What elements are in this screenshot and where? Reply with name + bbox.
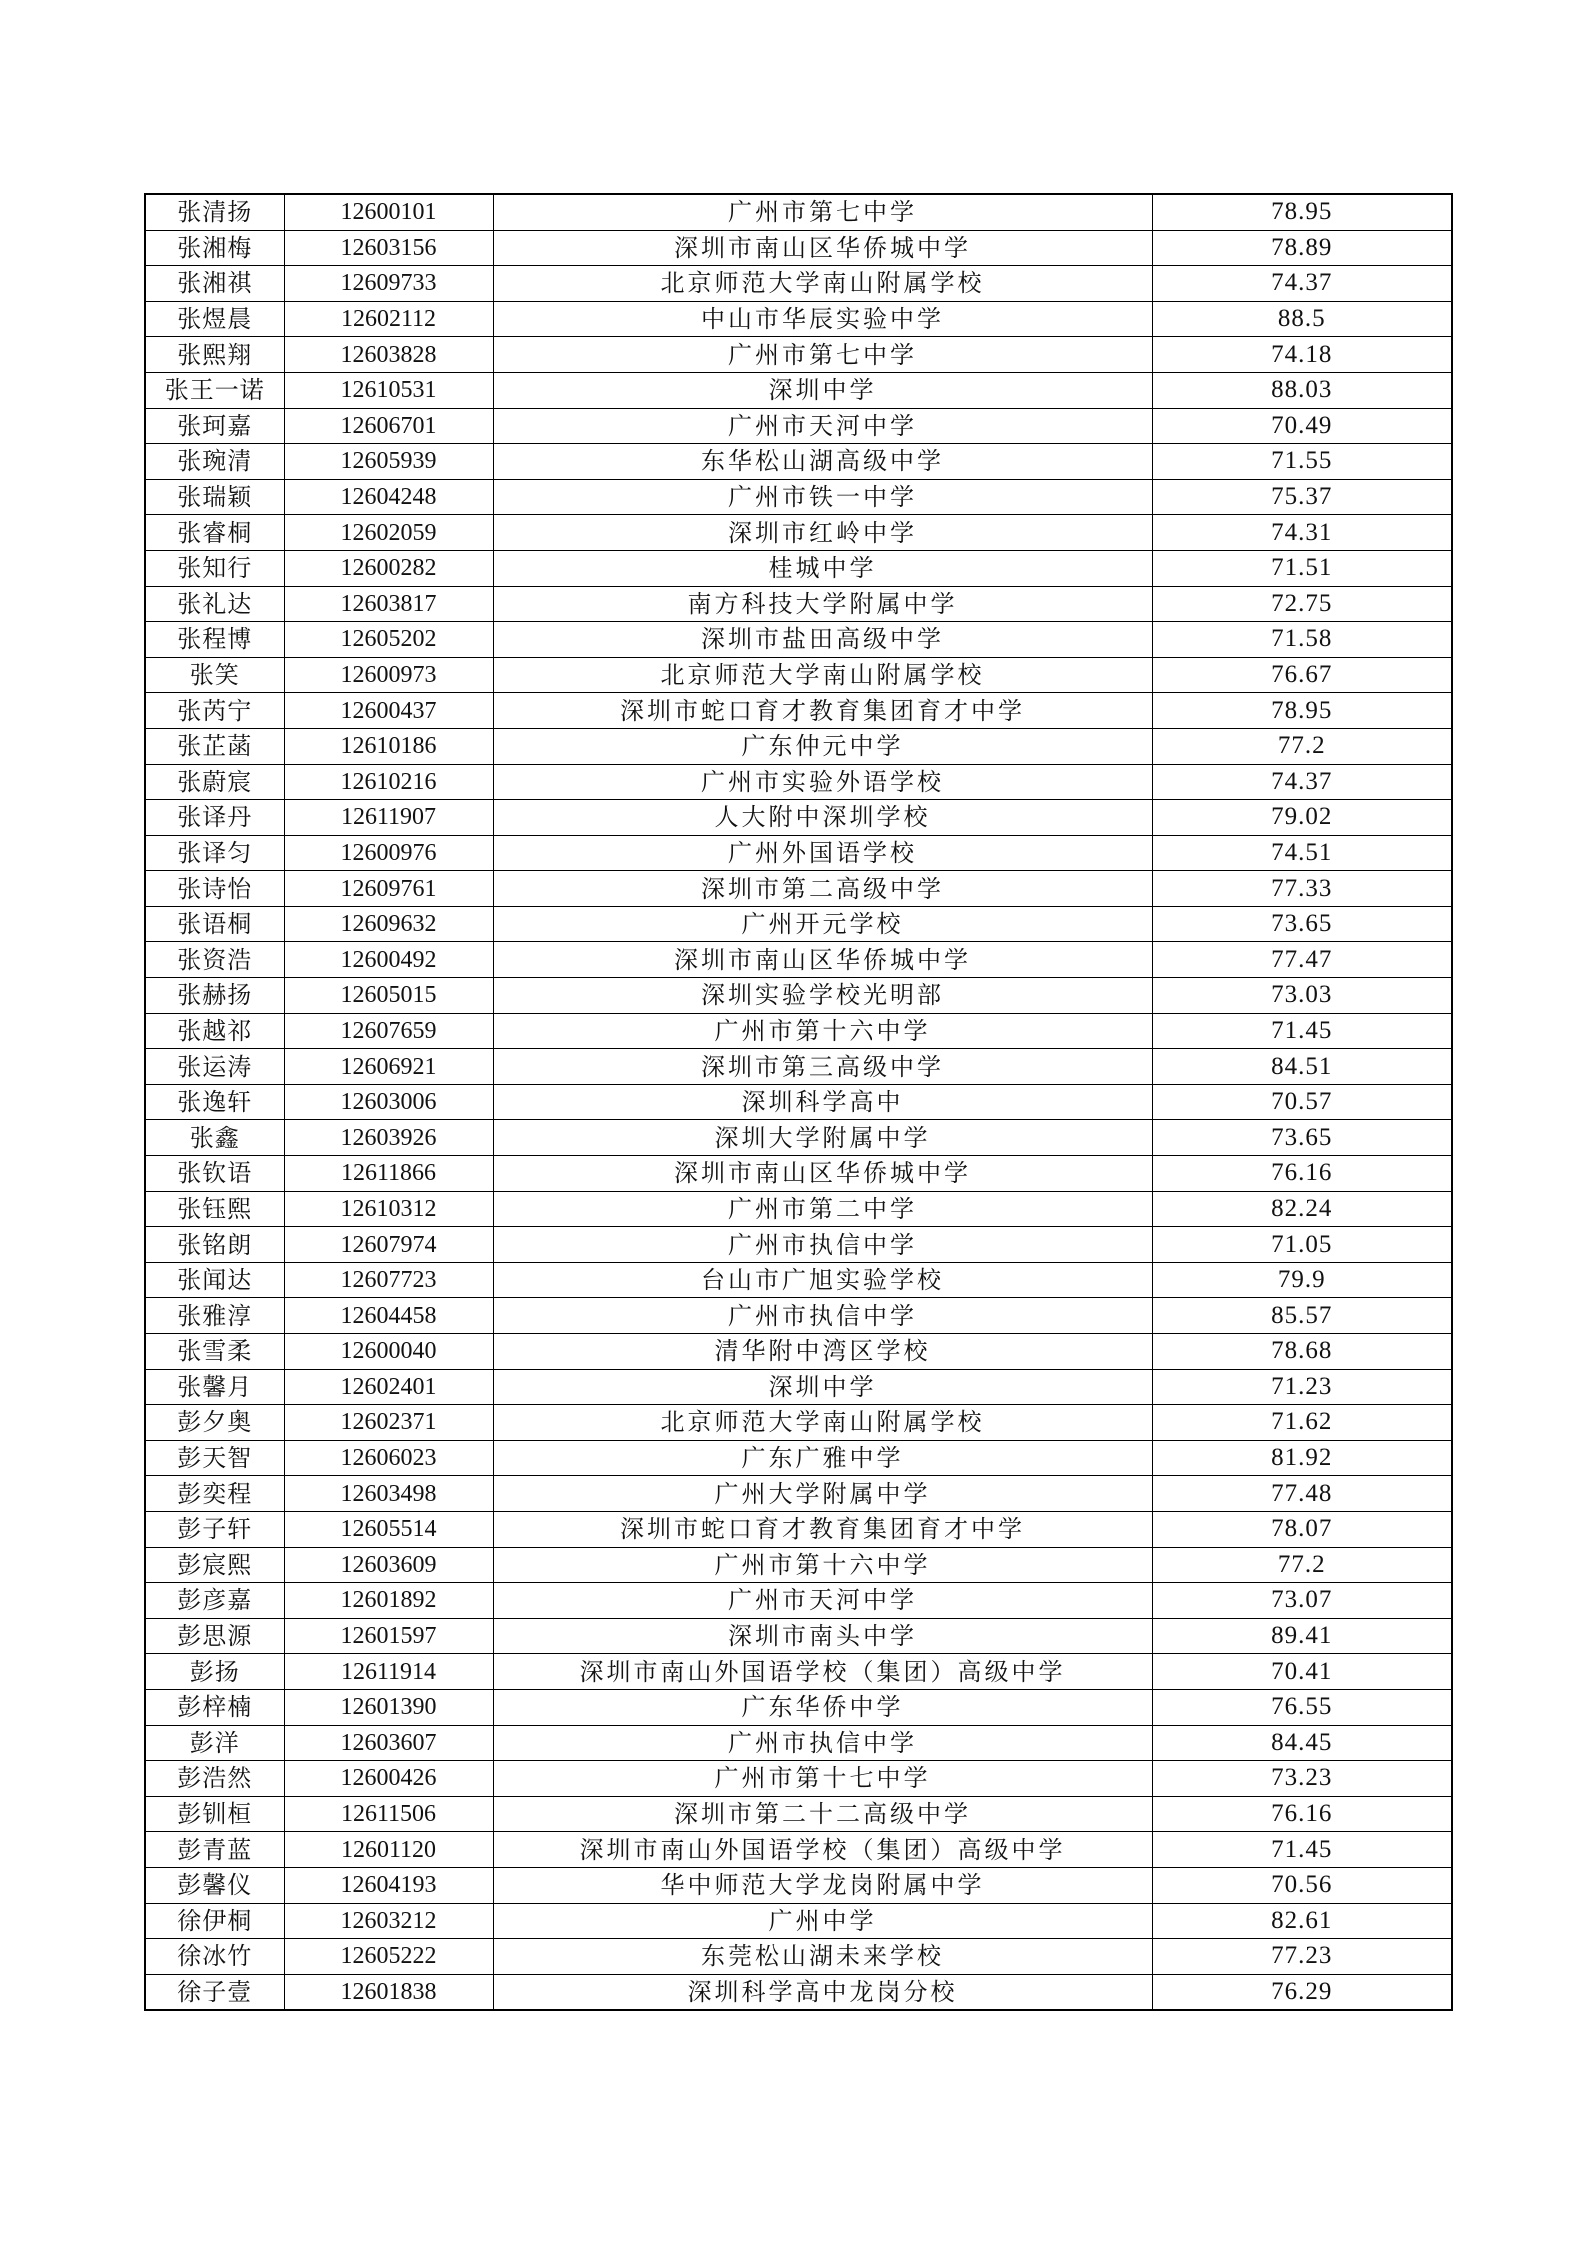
exam-number-cell: 12603156 — [284, 230, 493, 266]
exam-number-cell: 12603607 — [284, 1725, 493, 1761]
school-name-cell: 广东广雅中学 — [493, 1440, 1152, 1476]
score-cell: 72.75 — [1152, 586, 1452, 622]
table-row — [145, 372, 1452, 408]
school-name-cell: 华中师范大学龙岗附属中学 — [493, 1867, 1152, 1903]
student-name-cell: 徐子壹 — [145, 1974, 284, 2010]
exam-number-cell: 12611506 — [284, 1796, 493, 1832]
table-row — [145, 1476, 1452, 1512]
school-name-cell: 广州市第七中学 — [493, 337, 1152, 373]
score-cell: 78.68 — [1152, 1334, 1452, 1370]
score-cell: 74.18 — [1152, 337, 1452, 373]
exam-number-cell: 12604193 — [284, 1867, 493, 1903]
school-name-cell: 广州市执信中学 — [493, 1298, 1152, 1334]
table-row — [145, 1618, 1452, 1654]
school-name-cell: 东莞松山湖未来学校 — [493, 1939, 1152, 1975]
student-name-cell: 张越祁 — [145, 1013, 284, 1049]
exam-number-cell: 12607723 — [284, 1262, 493, 1298]
school-name-cell: 广州开元学校 — [493, 906, 1152, 942]
table-row — [145, 479, 1452, 515]
exam-number-cell: 12607974 — [284, 1227, 493, 1263]
school-name-cell: 北京师范大学南山附属学校 — [493, 266, 1152, 302]
exam-number-cell: 12602112 — [284, 301, 493, 337]
score-cell: 77.2 — [1152, 728, 1452, 764]
exam-number-cell: 12610186 — [284, 728, 493, 764]
school-name-cell: 广东仲元中学 — [493, 728, 1152, 764]
score-cell: 73.65 — [1152, 906, 1452, 942]
school-name-cell: 深圳市南山区华侨城中学 — [493, 1156, 1152, 1192]
table-row — [145, 693, 1452, 729]
student-name-cell: 张琬清 — [145, 444, 284, 480]
score-cell: 70.49 — [1152, 408, 1452, 444]
school-name-cell: 深圳大学附属中学 — [493, 1120, 1152, 1156]
score-cell: 76.16 — [1152, 1156, 1452, 1192]
exam-number-cell: 12601597 — [284, 1618, 493, 1654]
score-cell: 77.48 — [1152, 1476, 1452, 1512]
table-row — [145, 1547, 1452, 1583]
student-name-cell: 彭洋 — [145, 1725, 284, 1761]
student-name-cell: 张笑 — [145, 657, 284, 693]
score-cell: 76.67 — [1152, 657, 1452, 693]
school-name-cell: 广州市执信中学 — [493, 1227, 1152, 1263]
score-cell: 71.55 — [1152, 444, 1452, 480]
score-cell: 89.41 — [1152, 1618, 1452, 1654]
table-row — [145, 444, 1452, 480]
student-name-cell: 张睿桐 — [145, 515, 284, 551]
table-row — [145, 942, 1452, 978]
student-name-cell: 彭浩然 — [145, 1761, 284, 1797]
table-row — [145, 586, 1452, 622]
table-row — [145, 871, 1452, 907]
exam-number-cell: 12609761 — [284, 871, 493, 907]
score-cell: 71.05 — [1152, 1227, 1452, 1263]
school-name-cell: 广州市第七中学 — [493, 194, 1152, 230]
exam-number-cell: 12605514 — [284, 1511, 493, 1547]
exam-number-cell: 12610216 — [284, 764, 493, 800]
score-cell: 71.62 — [1152, 1405, 1452, 1441]
score-cell: 85.57 — [1152, 1298, 1452, 1334]
table-row — [145, 1761, 1452, 1797]
school-name-cell: 广州中学 — [493, 1903, 1152, 1939]
exam-number-cell: 12600492 — [284, 942, 493, 978]
school-name-cell: 台山市广旭实验学校 — [493, 1262, 1152, 1298]
student-name-cell: 徐伊桐 — [145, 1903, 284, 1939]
school-name-cell: 广州市第十六中学 — [493, 1013, 1152, 1049]
student-name-cell: 彭青蓝 — [145, 1832, 284, 1868]
table-row — [145, 266, 1452, 302]
score-cell: 77.47 — [1152, 942, 1452, 978]
exam-number-cell: 12600426 — [284, 1761, 493, 1797]
score-cell: 71.23 — [1152, 1369, 1452, 1405]
table-row — [145, 1903, 1452, 1939]
score-cell: 70.41 — [1152, 1654, 1452, 1690]
school-name-cell: 东华松山湖高级中学 — [493, 444, 1152, 480]
exam-number-cell: 12602371 — [284, 1405, 493, 1441]
school-name-cell: 深圳市盐田高级中学 — [493, 622, 1152, 658]
score-cell: 77.33 — [1152, 871, 1452, 907]
table-row — [145, 337, 1452, 373]
table-row — [145, 906, 1452, 942]
table-row — [145, 301, 1452, 337]
school-name-cell: 北京师范大学南山附属学校 — [493, 657, 1152, 693]
student-name-cell: 张雪柔 — [145, 1334, 284, 1370]
student-name-cell: 张语桐 — [145, 906, 284, 942]
score-cell: 82.61 — [1152, 1903, 1452, 1939]
score-cell: 76.55 — [1152, 1689, 1452, 1725]
school-name-cell: 广州市铁一中学 — [493, 479, 1152, 515]
score-cell: 78.07 — [1152, 1511, 1452, 1547]
table-row — [145, 194, 1452, 230]
student-name-cell: 张诗怡 — [145, 871, 284, 907]
school-name-cell: 深圳市南山外国语学校（集团）高级中学 — [493, 1832, 1152, 1868]
table-row — [145, 1440, 1452, 1476]
student-name-cell: 张铭朗 — [145, 1227, 284, 1263]
student-name-cell: 彭夕奥 — [145, 1405, 284, 1441]
student-name-cell: 彭奕程 — [145, 1476, 284, 1512]
student-name-cell: 张资浩 — [145, 942, 284, 978]
school-name-cell: 深圳市第二十二高级中学 — [493, 1796, 1152, 1832]
student-name-cell: 张钰熙 — [145, 1191, 284, 1227]
exam-number-cell: 12611907 — [284, 800, 493, 836]
student-name-cell: 张闻达 — [145, 1262, 284, 1298]
table-row — [145, 1405, 1452, 1441]
score-cell: 74.37 — [1152, 764, 1452, 800]
table-row — [145, 1049, 1452, 1085]
school-name-cell: 深圳市第二高级中学 — [493, 871, 1152, 907]
school-name-cell: 广州大学附属中学 — [493, 1476, 1152, 1512]
table-row — [145, 1227, 1452, 1263]
table-row — [145, 1689, 1452, 1725]
school-name-cell: 深圳市第三高级中学 — [493, 1049, 1152, 1085]
table-row — [145, 1156, 1452, 1192]
exam-number-cell: 12600040 — [284, 1334, 493, 1370]
student-name-cell: 张逸轩 — [145, 1084, 284, 1120]
exam-number-cell: 12600282 — [284, 550, 493, 586]
table-row — [145, 1583, 1452, 1619]
student-name-cell: 张知行 — [145, 550, 284, 586]
student-name-cell: 彭扬 — [145, 1654, 284, 1690]
exam-number-cell: 12601120 — [284, 1832, 493, 1868]
score-cell: 88.5 — [1152, 301, 1452, 337]
student-name-cell: 张熙翔 — [145, 337, 284, 373]
exam-number-cell: 12609632 — [284, 906, 493, 942]
table-row — [145, 515, 1452, 551]
school-name-cell: 广州市天河中学 — [493, 408, 1152, 444]
school-name-cell: 深圳市蛇口育才教育集团育才中学 — [493, 1511, 1152, 1547]
student-name-cell: 彭思源 — [145, 1618, 284, 1654]
table-row — [145, 657, 1452, 693]
score-cell: 82.24 — [1152, 1191, 1452, 1227]
school-name-cell: 深圳实验学校光明部 — [493, 978, 1152, 1014]
exam-number-cell: 12602059 — [284, 515, 493, 551]
student-name-cell: 张瑞颖 — [145, 479, 284, 515]
student-name-cell: 张蔚宸 — [145, 764, 284, 800]
exam-number-cell: 12610531 — [284, 372, 493, 408]
student-name-cell: 张馨月 — [145, 1369, 284, 1405]
school-name-cell: 深圳科学高中 — [493, 1084, 1152, 1120]
score-cell: 74.31 — [1152, 515, 1452, 551]
score-cell: 70.56 — [1152, 1867, 1452, 1903]
results-table — [144, 193, 1453, 2011]
school-name-cell: 中山市华辰实验中学 — [493, 301, 1152, 337]
table-row — [145, 1725, 1452, 1761]
school-name-cell: 深圳中学 — [493, 372, 1152, 408]
school-name-cell: 深圳科学高中龙岗分校 — [493, 1974, 1152, 2010]
student-name-cell: 张湘祺 — [145, 266, 284, 302]
exam-number-cell: 12603006 — [284, 1084, 493, 1120]
student-name-cell: 张珂嘉 — [145, 408, 284, 444]
exam-number-cell: 12600437 — [284, 693, 493, 729]
score-cell: 84.51 — [1152, 1049, 1452, 1085]
score-cell: 88.03 — [1152, 372, 1452, 408]
score-cell: 77.23 — [1152, 1939, 1452, 1975]
score-cell: 75.37 — [1152, 479, 1452, 515]
exam-number-cell: 12602401 — [284, 1369, 493, 1405]
score-cell: 84.45 — [1152, 1725, 1452, 1761]
student-name-cell: 张译匀 — [145, 835, 284, 871]
student-name-cell: 张运涛 — [145, 1049, 284, 1085]
student-name-cell: 徐冰竹 — [145, 1939, 284, 1975]
table-row — [145, 1191, 1452, 1227]
results-table-body — [145, 194, 1452, 2010]
school-name-cell: 深圳市南山区华侨城中学 — [493, 942, 1152, 978]
table-row — [145, 1298, 1452, 1334]
table-row — [145, 1262, 1452, 1298]
table-row — [145, 1369, 1452, 1405]
school-name-cell: 广州市第十七中学 — [493, 1761, 1152, 1797]
exam-number-cell: 12605015 — [284, 978, 493, 1014]
student-name-cell: 张芷菡 — [145, 728, 284, 764]
school-name-cell: 深圳市红岭中学 — [493, 515, 1152, 551]
exam-number-cell: 12605202 — [284, 622, 493, 658]
score-cell: 74.51 — [1152, 835, 1452, 871]
exam-number-cell: 12601892 — [284, 1583, 493, 1619]
exam-number-cell: 12604458 — [284, 1298, 493, 1334]
school-name-cell: 广州市第二中学 — [493, 1191, 1152, 1227]
table-row — [145, 1120, 1452, 1156]
score-cell: 78.89 — [1152, 230, 1452, 266]
exam-number-cell: 12605222 — [284, 1939, 493, 1975]
student-name-cell: 彭钏桓 — [145, 1796, 284, 1832]
exam-number-cell: 12606023 — [284, 1440, 493, 1476]
exam-number-cell: 12603609 — [284, 1547, 493, 1583]
exam-number-cell: 12603212 — [284, 1903, 493, 1939]
score-cell: 73.07 — [1152, 1583, 1452, 1619]
school-name-cell: 南方科技大学附属中学 — [493, 586, 1152, 622]
student-name-cell: 张礼达 — [145, 586, 284, 622]
student-name-cell: 张程博 — [145, 622, 284, 658]
exam-number-cell: 12606701 — [284, 408, 493, 444]
score-cell: 71.58 — [1152, 622, 1452, 658]
table-row — [145, 1867, 1452, 1903]
table-row — [145, 1654, 1452, 1690]
score-cell: 79.02 — [1152, 800, 1452, 836]
school-name-cell: 广州市执信中学 — [493, 1725, 1152, 1761]
exam-number-cell: 12603828 — [284, 337, 493, 373]
exam-number-cell: 12601390 — [284, 1689, 493, 1725]
score-cell: 73.03 — [1152, 978, 1452, 1014]
table-row — [145, 978, 1452, 1014]
student-name-cell: 彭子轩 — [145, 1511, 284, 1547]
score-cell: 71.51 — [1152, 550, 1452, 586]
exam-number-cell: 12604248 — [284, 479, 493, 515]
exam-number-cell: 12605939 — [284, 444, 493, 480]
school-name-cell: 清华附中湾区学校 — [493, 1334, 1152, 1370]
table-row — [145, 1974, 1452, 2010]
score-cell: 78.95 — [1152, 194, 1452, 230]
school-name-cell: 广州市天河中学 — [493, 1583, 1152, 1619]
student-name-cell: 彭宸熙 — [145, 1547, 284, 1583]
school-name-cell: 广州市实验外语学校 — [493, 764, 1152, 800]
exam-number-cell: 12611866 — [284, 1156, 493, 1192]
table-row — [145, 1796, 1452, 1832]
exam-number-cell: 12600976 — [284, 835, 493, 871]
table-row — [145, 408, 1452, 444]
school-name-cell: 深圳市蛇口育才教育集团育才中学 — [493, 693, 1152, 729]
school-name-cell: 深圳中学 — [493, 1369, 1152, 1405]
table-row — [145, 764, 1452, 800]
table-row — [145, 1013, 1452, 1049]
school-name-cell: 桂城中学 — [493, 550, 1152, 586]
student-name-cell: 张芮宁 — [145, 693, 284, 729]
student-name-cell: 彭天智 — [145, 1440, 284, 1476]
score-cell: 71.45 — [1152, 1013, 1452, 1049]
student-name-cell: 张鑫 — [145, 1120, 284, 1156]
school-name-cell: 广州外国语学校 — [493, 835, 1152, 871]
exam-number-cell: 12609733 — [284, 266, 493, 302]
score-cell: 78.95 — [1152, 693, 1452, 729]
score-cell: 73.23 — [1152, 1761, 1452, 1797]
score-cell: 74.37 — [1152, 266, 1452, 302]
table-row — [145, 1832, 1452, 1868]
exam-number-cell: 12601838 — [284, 1974, 493, 2010]
table-row — [145, 622, 1452, 658]
student-name-cell: 张湘梅 — [145, 230, 284, 266]
table-row — [145, 1939, 1452, 1975]
exam-number-cell: 12600101 — [284, 194, 493, 230]
exam-number-cell: 12603817 — [284, 586, 493, 622]
school-name-cell: 人大附中深圳学校 — [493, 800, 1152, 836]
table-row — [145, 800, 1452, 836]
table-row — [145, 1511, 1452, 1547]
table-row — [145, 728, 1452, 764]
score-cell: 76.16 — [1152, 1796, 1452, 1832]
table-row — [145, 835, 1452, 871]
score-cell: 76.29 — [1152, 1974, 1452, 2010]
school-name-cell: 深圳市南头中学 — [493, 1618, 1152, 1654]
school-name-cell: 深圳市南山外国语学校（集团）高级中学 — [493, 1654, 1152, 1690]
score-cell: 79.9 — [1152, 1262, 1452, 1298]
student-name-cell: 彭梓楠 — [145, 1689, 284, 1725]
exam-number-cell: 12606921 — [284, 1049, 493, 1085]
score-cell: 77.2 — [1152, 1547, 1452, 1583]
school-name-cell: 广州市第十六中学 — [493, 1547, 1152, 1583]
school-name-cell: 深圳市南山区华侨城中学 — [493, 230, 1152, 266]
student-name-cell: 张钦语 — [145, 1156, 284, 1192]
score-cell: 70.57 — [1152, 1084, 1452, 1120]
exam-number-cell: 12600973 — [284, 657, 493, 693]
student-name-cell: 张赫扬 — [145, 978, 284, 1014]
exam-number-cell: 12610312 — [284, 1191, 493, 1227]
student-name-cell: 张译丹 — [145, 800, 284, 836]
exam-number-cell: 12611914 — [284, 1654, 493, 1690]
student-name-cell: 彭馨仪 — [145, 1867, 284, 1903]
student-name-cell: 张清扬 — [145, 194, 284, 230]
exam-number-cell: 12607659 — [284, 1013, 493, 1049]
score-cell: 81.92 — [1152, 1440, 1452, 1476]
exam-number-cell: 12603926 — [284, 1120, 493, 1156]
school-name-cell: 广东华侨中学 — [493, 1689, 1152, 1725]
table-row — [145, 1334, 1452, 1370]
school-name-cell: 北京师范大学南山附属学校 — [493, 1405, 1152, 1441]
student-name-cell: 彭彦嘉 — [145, 1583, 284, 1619]
table-row — [145, 1084, 1452, 1120]
exam-number-cell: 12603498 — [284, 1476, 493, 1512]
student-name-cell: 张雅淳 — [145, 1298, 284, 1334]
table-row — [145, 230, 1452, 266]
score-cell: 73.65 — [1152, 1120, 1452, 1156]
student-name-cell: 张煜晨 — [145, 301, 284, 337]
table-row — [145, 550, 1452, 586]
student-name-cell: 张王一诺 — [145, 372, 284, 408]
score-cell: 71.45 — [1152, 1832, 1452, 1868]
